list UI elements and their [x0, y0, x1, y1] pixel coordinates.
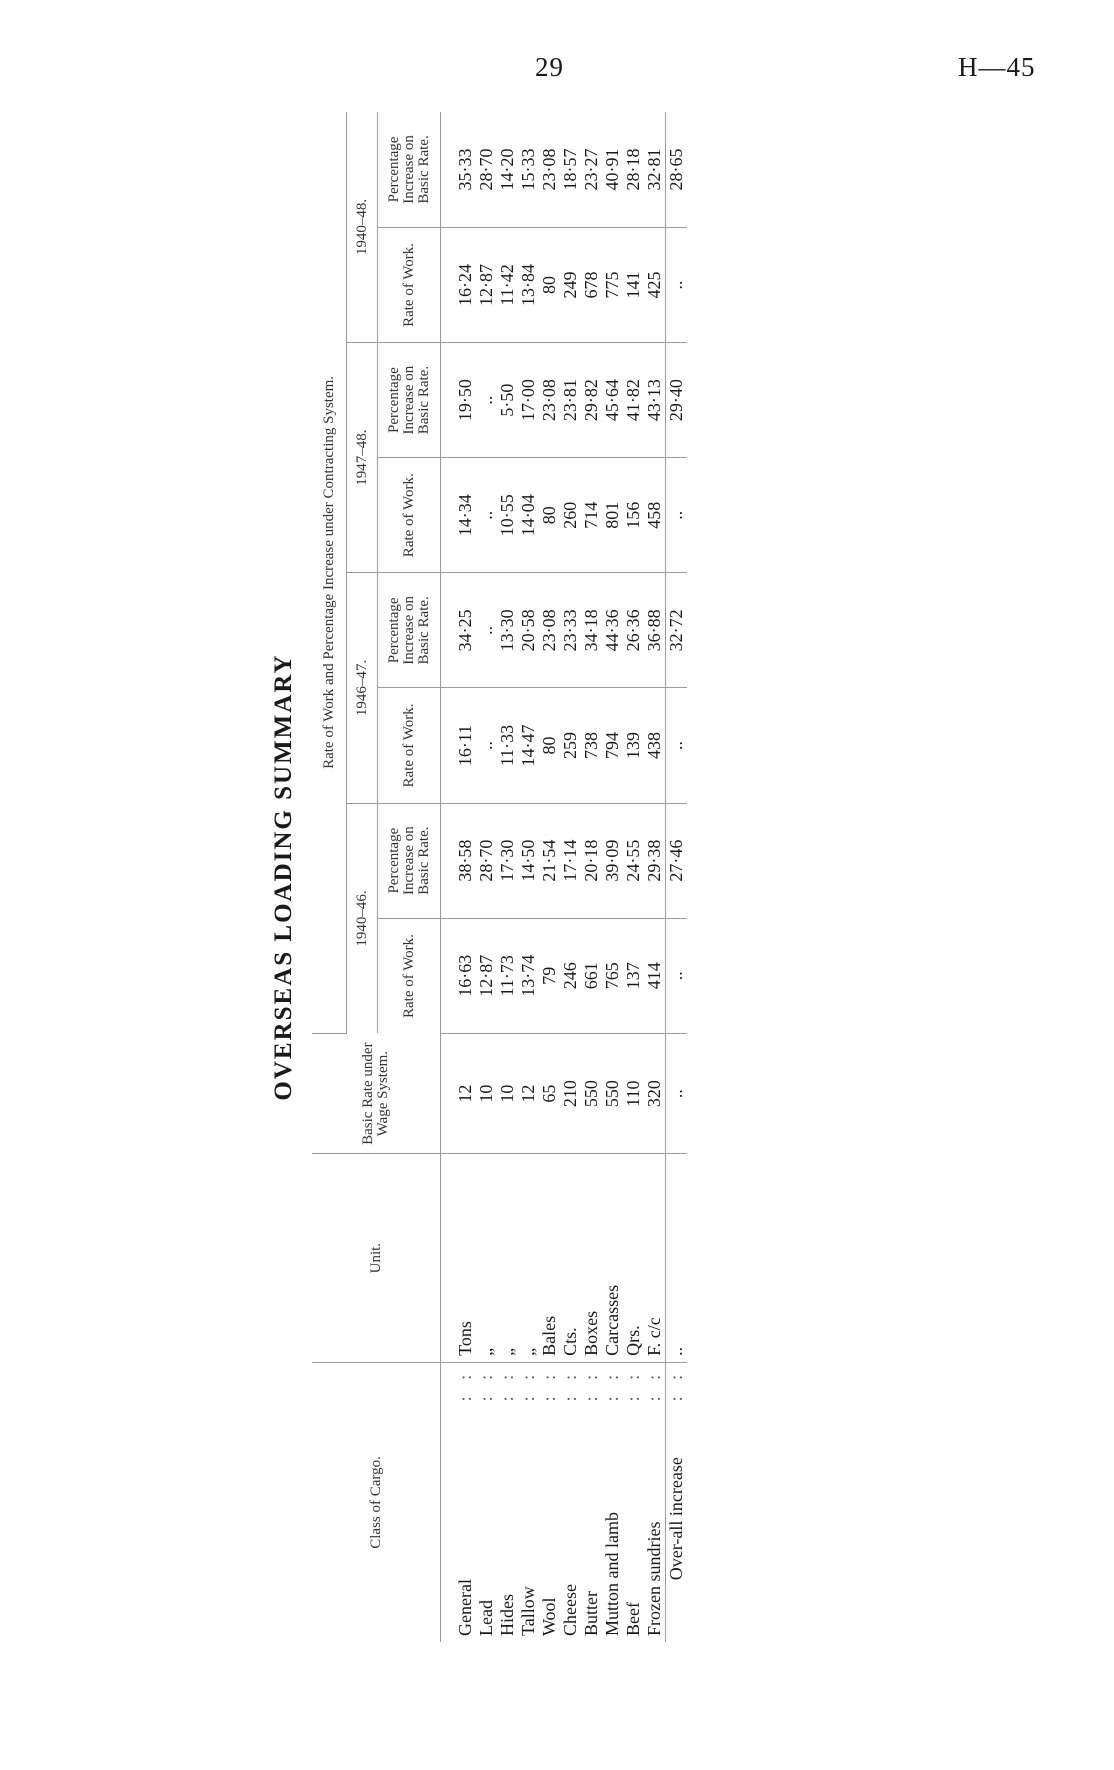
- header-rate-of-work: Rate of Work.: [378, 918, 441, 1033]
- rate-of-work-cell: 249: [560, 227, 581, 342]
- table-row: [581, 112, 602, 1642]
- rate-of-work-cell: 12·87: [476, 918, 497, 1033]
- percentage-increase-cell: 29·82: [581, 343, 602, 458]
- percentage-increase-cell: 17·14: [560, 803, 581, 918]
- basic-rate-cell: 10: [476, 1033, 497, 1154]
- unit-label: Cts.: [560, 1327, 580, 1356]
- rate-of-work-cell: 12·87: [476, 227, 497, 342]
- percentage-increase-cell: 14·20: [497, 112, 518, 227]
- rate-of-work-cell: 80: [539, 227, 560, 342]
- cargo-class-cell: [581, 1362, 602, 1642]
- rate-of-work-cell: 13·74: [518, 918, 539, 1033]
- table-row: [497, 112, 518, 1642]
- percentage-increase-cell: 45·64: [602, 343, 623, 458]
- rate-of-work-cell: 661: [581, 918, 602, 1033]
- unit-label: „: [518, 1347, 538, 1356]
- table-row: [644, 112, 666, 1642]
- cargo-class-cell: [476, 1362, 497, 1642]
- rate-of-work-cell: 11·42: [497, 227, 518, 342]
- header-class-of-cargo: Class of Cargo.: [312, 1362, 441, 1642]
- rate-of-work-cell: 11·33: [497, 688, 518, 803]
- header-rate-of-work: Rate of Work.: [378, 227, 441, 342]
- leader-dots: : :: [644, 1368, 664, 1402]
- basic-rate-cell: 12: [518, 1033, 539, 1154]
- percentage-increase-cell: 23·08: [539, 343, 560, 458]
- table-row: [560, 112, 581, 1642]
- cargo-class-label: Beef: [623, 1602, 643, 1636]
- cargo-class-label: Wool: [539, 1597, 559, 1636]
- rate-of-work-cell: 678: [581, 227, 602, 342]
- rate-of-work-cell: 246: [560, 918, 581, 1033]
- header-percentage-increase: Percentage Increase on Basic Rate.: [378, 343, 441, 458]
- leader-dots: : :: [666, 1368, 686, 1402]
- header-basic-rate: Basic Rate under Wage System.: [312, 1033, 441, 1154]
- header-percentage-increase: Percentage Increase on Basic Rate.: [378, 573, 441, 688]
- percentage-increase-cell: 24·55: [623, 803, 644, 918]
- unit-cell: [476, 1154, 497, 1362]
- percentage-increase-cell: 23·33: [560, 573, 581, 688]
- header-rate-of-work: Rate of Work.: [378, 688, 441, 803]
- leader-dots: : :: [560, 1368, 580, 1402]
- cargo-class-label: Lead: [476, 1600, 496, 1636]
- header-rate-of-work: Rate of Work.: [378, 458, 441, 573]
- percentage-increase-cell: 26·36: [623, 573, 644, 688]
- table-row: [476, 112, 497, 1642]
- leader-dots: : :: [518, 1368, 538, 1402]
- rate-of-work-cell: 458: [644, 458, 666, 573]
- rate-of-work-cell: 714: [581, 458, 602, 573]
- rate-of-work-cell: ..: [666, 458, 688, 573]
- basic-rate-cell: 210: [560, 1033, 581, 1154]
- percentage-increase-cell: 17·00: [518, 343, 539, 458]
- percentage-increase-cell: 29·40: [666, 343, 688, 458]
- unit-cell: [518, 1154, 539, 1362]
- unit-cell: [623, 1154, 644, 1362]
- table-row: [518, 112, 539, 1642]
- header-percentage-increase: Percentage Increase on Basic Rate.: [378, 112, 441, 227]
- cargo-class-cell: [441, 1362, 477, 1642]
- basic-rate-cell: 10: [497, 1033, 518, 1154]
- basic-rate-cell: ..: [666, 1033, 688, 1154]
- cargo-class-cell: [666, 1362, 688, 1642]
- rate-of-work-cell: 80: [539, 458, 560, 573]
- cargo-class-cell: [602, 1362, 623, 1642]
- rate-of-work-cell: ..: [476, 688, 497, 803]
- leader-dots: : :: [581, 1368, 601, 1402]
- rate-of-work-cell: 10·55: [497, 458, 518, 573]
- rate-of-work-cell: 765: [602, 918, 623, 1033]
- percentage-increase-cell: 18·57: [560, 112, 581, 227]
- unit-cell: [497, 1154, 518, 1362]
- rate-of-work-cell: 14·04: [518, 458, 539, 573]
- percentage-increase-cell: 32·81: [644, 112, 666, 227]
- percentage-increase-cell: 19·50: [441, 343, 477, 458]
- leader-dots: : :: [497, 1368, 517, 1402]
- header-period: 1947–48.: [347, 343, 378, 573]
- header-period: 1940–48.: [347, 112, 378, 343]
- percentage-increase-cell: 35·33: [441, 112, 477, 227]
- cargo-class-label: Mutton and lamb: [602, 1512, 622, 1636]
- percentage-increase-cell: 32·72: [666, 573, 688, 688]
- unit-cell: [441, 1154, 477, 1362]
- rate-of-work-cell: 260: [560, 458, 581, 573]
- percentage-increase-cell: 23·08: [539, 112, 560, 227]
- rate-of-work-cell: 139: [623, 688, 644, 803]
- rate-of-work-cell: 137: [623, 918, 644, 1033]
- unit-label: F. c/c: [644, 1317, 664, 1356]
- rate-of-work-cell: 13·84: [518, 227, 539, 342]
- percentage-increase-cell: 34·18: [581, 573, 602, 688]
- rate-of-work-cell: 16·24: [441, 227, 477, 342]
- rate-of-work-cell: 414: [644, 918, 666, 1033]
- cargo-class-cell: [497, 1362, 518, 1642]
- percentage-increase-cell: 28·18: [623, 112, 644, 227]
- percentage-increase-cell: ..: [476, 343, 497, 458]
- percentage-increase-cell: 43·13: [644, 343, 666, 458]
- rate-of-work-cell: ..: [666, 227, 688, 342]
- rate-of-work-cell: 801: [602, 458, 623, 573]
- percentage-increase-cell: 23·27: [581, 112, 602, 227]
- cargo-class-cell: [518, 1362, 539, 1642]
- leader-dots: : :: [602, 1368, 622, 1402]
- rate-of-work-cell: 425: [644, 227, 666, 342]
- cargo-class-label: Frozen sundries: [644, 1521, 664, 1636]
- cargo-class-label: Over-all increase: [666, 1457, 686, 1581]
- leader-dots: : :: [476, 1368, 496, 1402]
- percentage-increase-cell: 28·70: [476, 112, 497, 227]
- table-row: [602, 112, 623, 1642]
- rate-of-work-cell: 16·63: [441, 918, 477, 1033]
- header-group: Rate of Work and Percentage Increase under Contracting System.: [312, 112, 347, 1033]
- percentage-increase-cell: 20·58: [518, 573, 539, 688]
- leader-dots: : :: [455, 1368, 475, 1402]
- leader-dots: : :: [623, 1368, 643, 1402]
- unit-label: Boxes: [581, 1310, 601, 1356]
- basic-rate-cell: 12: [441, 1033, 477, 1154]
- cargo-class-label: General: [455, 1579, 475, 1636]
- rate-of-work-cell: ..: [476, 458, 497, 573]
- header-period: 1946–47.: [347, 573, 378, 803]
- percentage-increase-cell: 34·25: [441, 573, 477, 688]
- rate-of-work-cell: ..: [666, 918, 688, 1033]
- table-row: [441, 112, 477, 1642]
- basic-rate-cell: 110: [623, 1033, 644, 1154]
- percentage-increase-cell: 38·58: [441, 803, 477, 918]
- rate-of-work-cell: 738: [581, 688, 602, 803]
- cargo-class-label: Butter: [581, 1591, 601, 1636]
- basic-rate-cell: 550: [602, 1033, 623, 1154]
- unit-cell: [602, 1154, 623, 1362]
- unit-label: „: [476, 1347, 496, 1356]
- unit-cell: [539, 1154, 560, 1362]
- table-title: OVERSEAS LOADING SUMMARY: [270, 653, 297, 1101]
- percentage-increase-cell: 15·33: [518, 112, 539, 227]
- header-unit: Unit.: [312, 1154, 441, 1362]
- rate-of-work-cell: 11·73: [497, 918, 518, 1033]
- percentage-increase-cell: 28·65: [666, 112, 688, 227]
- rate-of-work-cell: 14·47: [518, 688, 539, 803]
- basic-rate-cell: 320: [644, 1033, 666, 1154]
- leader-dots: : :: [539, 1368, 559, 1402]
- percentage-increase-cell: 40·91: [602, 112, 623, 227]
- percentage-increase-cell: 39·09: [602, 803, 623, 918]
- rate-of-work-cell: 80: [539, 688, 560, 803]
- percentage-increase-cell: 17·30: [497, 803, 518, 918]
- percentage-increase-cell: 44·36: [602, 573, 623, 688]
- percentage-increase-cell: 21·54: [539, 803, 560, 918]
- percentage-increase-cell: 29·38: [644, 803, 666, 918]
- rate-of-work-cell: 438: [644, 688, 666, 803]
- report-code: H—45: [958, 52, 1036, 82]
- unit-label: Bales: [539, 1315, 559, 1356]
- basic-rate-cell: 65: [539, 1033, 560, 1154]
- unit-label: „: [497, 1347, 517, 1356]
- percentage-increase-cell: 5·50: [497, 343, 518, 458]
- percentage-increase-cell: 20·18: [581, 803, 602, 918]
- rate-of-work-cell: 79: [539, 918, 560, 1033]
- rotated-table-area: [266, 112, 826, 1642]
- unit-cell: [581, 1154, 602, 1362]
- header-period: 1940–46.: [347, 803, 378, 1033]
- page-number: 29: [535, 52, 564, 82]
- unit-cell: [666, 1154, 688, 1362]
- percentage-increase-cell: 36·88: [644, 573, 666, 688]
- percentage-increase-cell: 13·30: [497, 573, 518, 688]
- unit-label: Tons: [455, 1321, 475, 1356]
- unit-cell: [560, 1154, 581, 1362]
- unit-label: ..: [666, 1346, 686, 1356]
- rate-of-work-cell: 156: [623, 458, 644, 573]
- cargo-class-label: Hides: [497, 1594, 517, 1636]
- rate-of-work-cell: 794: [602, 688, 623, 803]
- cargo-class-cell: [539, 1362, 560, 1642]
- total-row: [666, 112, 688, 1642]
- rate-of-work-cell: 16·11: [441, 688, 477, 803]
- table-row: [539, 112, 560, 1642]
- basic-rate-cell: 550: [581, 1033, 602, 1154]
- cargo-class-cell: [560, 1362, 581, 1642]
- overseas-loading-table: [312, 112, 687, 1642]
- percentage-increase-cell: ..: [476, 573, 497, 688]
- percentage-increase-cell: 27·46: [666, 803, 688, 918]
- percentage-increase-cell: 28·70: [476, 803, 497, 918]
- unit-label: Qrs.: [623, 1325, 643, 1356]
- rate-of-work-cell: 775: [602, 227, 623, 342]
- cargo-class-label: Cheese: [560, 1584, 580, 1636]
- cargo-class-cell: [623, 1362, 644, 1642]
- rate-of-work-cell: 141: [623, 227, 644, 342]
- rate-of-work-cell: ..: [666, 688, 688, 803]
- cargo-class-label: Tallow: [518, 1586, 538, 1636]
- percentage-increase-cell: 23·08: [539, 573, 560, 688]
- rate-of-work-cell: 259: [560, 688, 581, 803]
- percentage-increase-cell: 14·50: [518, 803, 539, 918]
- header-percentage-increase: Percentage Increase on Basic Rate.: [378, 803, 441, 918]
- table-row: [623, 112, 644, 1642]
- cargo-class-cell: [644, 1362, 666, 1642]
- unit-label: Carcasses: [602, 1284, 622, 1356]
- percentage-increase-cell: 23·81: [560, 343, 581, 458]
- percentage-increase-cell: 41·82: [623, 343, 644, 458]
- unit-cell: [644, 1154, 666, 1362]
- rate-of-work-cell: 14·34: [441, 458, 477, 573]
